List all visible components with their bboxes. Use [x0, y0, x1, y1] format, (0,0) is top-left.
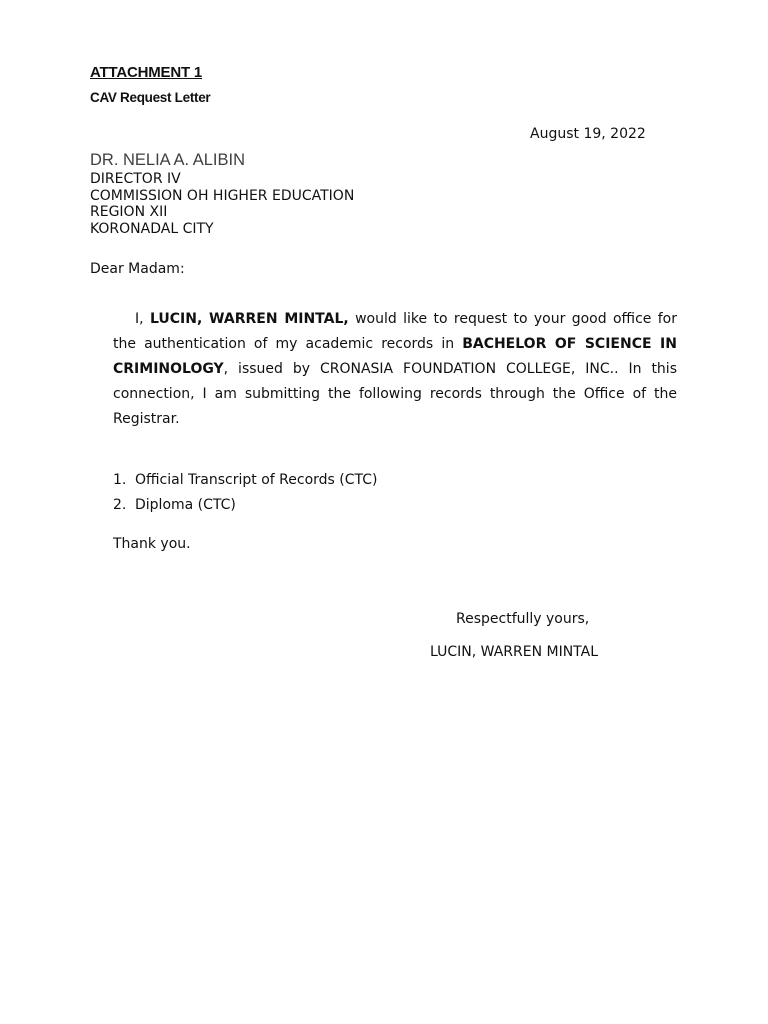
thanks-line: Thank you.: [113, 536, 191, 552]
letter-date: August 19, 2022: [530, 126, 646, 142]
applicant-name: LUCIN, WARREN MINTAL,: [149, 311, 349, 327]
recipient-name: DR. NELIA A. ALIBIN: [90, 151, 245, 169]
list-item-label: Diploma (CTC): [135, 497, 236, 513]
recipient-organization: COMMISSION OH HIGHER EDUCATION: [90, 188, 355, 204]
attachment-subtitle: CAV Request Letter: [90, 90, 211, 105]
closing-line: Respectfully yours,: [456, 611, 590, 627]
body-text-2: , issued by CRONASIA FOUNDATION COLLEGE, INC.. In this connection, I am submitting the following records through the Office of the Registrar.: [113, 361, 677, 427]
recipient-city: KORONADAL CITY: [90, 221, 214, 237]
salutation: Dear Madam:: [90, 261, 185, 277]
signer-name: LUCIN, WARREN MINTAL: [430, 644, 599, 660]
recipient-position: DIRECTOR IV: [90, 171, 181, 187]
degree-name: BACHELOR OF SCIENCE IN CRIMINOLOGY: [113, 336, 677, 377]
list-item-label: Official Transcript of Records (CTC): [135, 472, 378, 488]
body-intro: I,: [135, 311, 150, 327]
recipient-region: REGION XII: [90, 204, 168, 220]
list-item-number: 2.: [113, 497, 127, 513]
records-list: [113, 468, 378, 518]
list-item: [113, 493, 378, 518]
attachment-title: ATTACHMENT 1: [90, 64, 203, 81]
list-item-number: 1.: [113, 472, 127, 488]
body-paragraph: [113, 307, 677, 432]
body-text-1: would like to request to your good office for the authentication of my academic records in: [113, 311, 677, 352]
list-item: [113, 468, 378, 493]
